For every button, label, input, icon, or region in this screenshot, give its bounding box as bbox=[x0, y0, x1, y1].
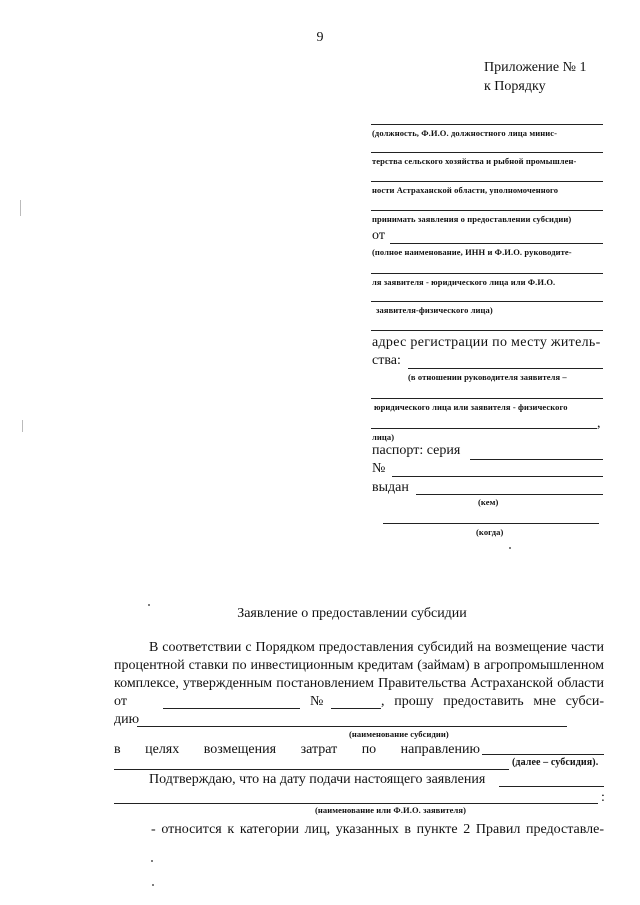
address-field-line[interactable] bbox=[408, 368, 603, 369]
addressee-line bbox=[371, 181, 603, 182]
addressee-hint-1: (должность, Ф.И.О. должностного лица минис- bbox=[372, 128, 558, 138]
address-label-1: адрес регистрации по месту житель- bbox=[372, 335, 601, 350]
category-line: - относится к категории лиц, указанных в пункте 2 Правил предоставле- bbox=[151, 822, 604, 837]
from-field-line[interactable] bbox=[390, 243, 603, 244]
addressee-hint-3: ности Астраханской области, уполномоченного bbox=[372, 185, 559, 195]
issued-by-line[interactable] bbox=[416, 494, 603, 495]
scan-speck bbox=[151, 860, 153, 862]
address-comma: , bbox=[597, 416, 601, 431]
from-hint-3: заявителя-физического лица) bbox=[376, 305, 493, 315]
appendix-line-1: Приложение № 1 bbox=[484, 60, 587, 75]
from-hint-1: (полное наименование, ИНН и Ф.И.О. руководите- bbox=[372, 247, 572, 257]
address-hint-3: лица) bbox=[372, 432, 395, 442]
addressee-hint-4: принимать заявления о предоставлении субсидии) bbox=[372, 214, 572, 224]
address-hint-1: (в отношении руководителя заявителя – bbox=[408, 372, 567, 382]
passport-number-line[interactable] bbox=[392, 476, 603, 477]
applicant-name-line[interactable] bbox=[499, 786, 604, 787]
decree-date-line[interactable] bbox=[163, 708, 300, 709]
issued-by-hint: (кем) bbox=[478, 497, 499, 507]
purpose-word: возмещения bbox=[203, 742, 277, 757]
passport-number-label: № bbox=[372, 461, 386, 476]
purpose-word: направлению bbox=[400, 742, 480, 757]
passport-series-line[interactable] bbox=[470, 459, 603, 460]
body-request-text: , прошу предоставить мне субси- bbox=[381, 694, 604, 709]
confirm-colon: : bbox=[601, 790, 605, 805]
scan-speck bbox=[509, 547, 511, 549]
purpose-word: в bbox=[114, 742, 121, 757]
purpose-line bbox=[114, 742, 480, 758]
issued-label: выдан bbox=[372, 480, 409, 495]
from-field-line[interactable] bbox=[371, 273, 603, 274]
document-title: Заявление о предоставлении субсидии bbox=[237, 606, 467, 621]
body-subsidy-start: дию bbox=[114, 712, 140, 727]
purpose-word: целях bbox=[145, 742, 180, 757]
addressee-line bbox=[371, 152, 603, 153]
addressee-line bbox=[371, 124, 603, 125]
address-hint-2: юридического лица или заявителя - физического bbox=[374, 402, 568, 412]
body-number-label: № bbox=[310, 694, 324, 709]
scan-speck bbox=[152, 884, 154, 886]
purpose-direction-line[interactable] bbox=[482, 754, 604, 755]
issued-when-line[interactable] bbox=[383, 523, 599, 524]
address-label-2: ства: bbox=[372, 353, 401, 368]
issued-when-hint: (когда) bbox=[476, 527, 504, 537]
purpose-direction-line-2[interactable] bbox=[114, 769, 509, 770]
applicant-name-hint: (наименование или Ф.И.О. заявителя) bbox=[315, 805, 467, 815]
address-field-line[interactable] bbox=[371, 428, 597, 429]
scan-edge-mark bbox=[20, 200, 21, 216]
applicant-name-line-2[interactable] bbox=[114, 803, 598, 804]
body-line-3: комплексе, утвержденным постановлением Правительства Астраханской области bbox=[114, 676, 604, 691]
address-field-line[interactable] bbox=[371, 398, 603, 399]
from-hint-2: ля заявителя - юридического лица или Ф.И.О. bbox=[372, 277, 556, 287]
body-from-label: от bbox=[114, 694, 127, 709]
appendix-line-2: к Порядку bbox=[484, 79, 546, 94]
subsidy-abbrev-text: (далее – субсидия). bbox=[512, 757, 599, 768]
scan-speck bbox=[148, 604, 150, 606]
from-label: от bbox=[372, 228, 385, 243]
scan-edge-mark bbox=[22, 420, 23, 432]
body-line-1: В соответствии с Порядком предоставления субсидий на возмещение части bbox=[149, 640, 604, 655]
body-line-2: процентной ставки по инвестиционным кредитам (займам) в агропромышленном bbox=[114, 658, 604, 673]
decree-number-line[interactable] bbox=[331, 708, 381, 709]
addressee-line bbox=[371, 210, 603, 211]
passport-series-label: паспорт: серия bbox=[372, 443, 461, 458]
purpose-word: по bbox=[361, 742, 377, 757]
addressee-hint-2: терства сельского хозяйства и рыбной промышлен- bbox=[372, 156, 577, 166]
subsidy-name-line[interactable] bbox=[137, 726, 567, 727]
page-number: 9 bbox=[316, 30, 324, 45]
from-field-line[interactable] bbox=[371, 301, 603, 302]
confirm-text: Подтверждаю, что на дату подачи настоящего заявления bbox=[149, 772, 486, 787]
subsidy-name-hint: (наименование субсидии) bbox=[349, 729, 449, 739]
from-field-line[interactable] bbox=[371, 330, 603, 331]
purpose-word: затрат bbox=[300, 742, 338, 757]
